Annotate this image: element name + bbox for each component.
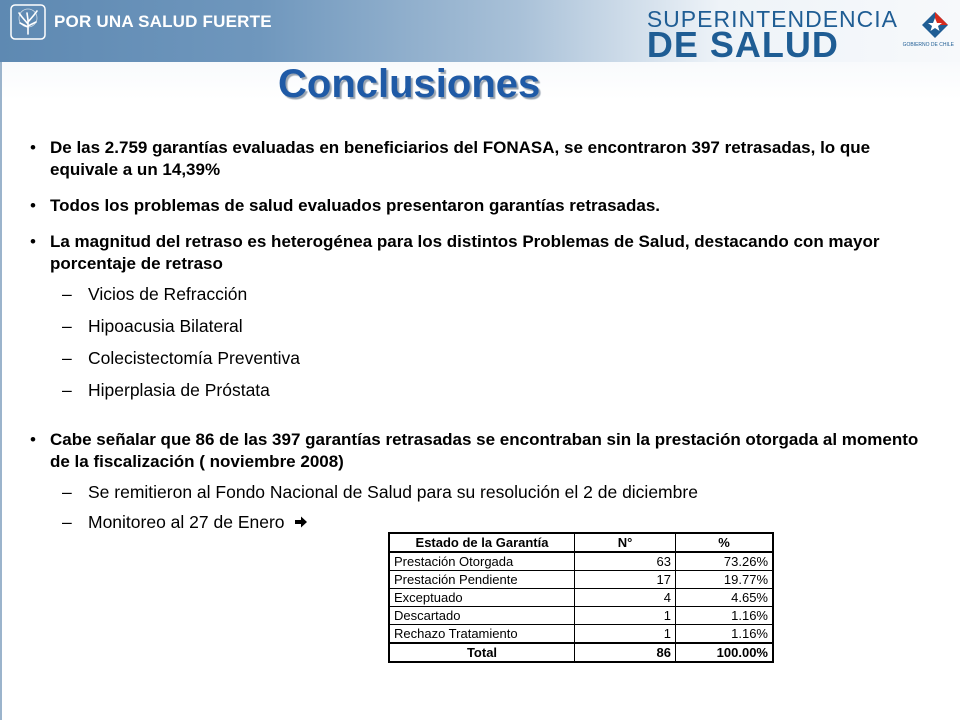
dash-symbol: – (62, 380, 72, 400)
tree-icon (10, 4, 46, 40)
dash-symbol: – (62, 482, 72, 502)
sub-item-text: Hiperplasia de Próstata (88, 380, 270, 400)
table-header-cell: N° (575, 533, 676, 552)
table-cell: 1 (575, 607, 676, 625)
sub-item (30, 347, 930, 369)
brand-right-line2: DE SALUD (646, 24, 839, 65)
bullet-symbol: • (30, 196, 36, 215)
table-cell: 4 (575, 589, 676, 607)
sub-item (30, 379, 930, 401)
table-cell: Descartado (389, 607, 575, 625)
sub-item-text: Vicios de Refracción (88, 284, 248, 304)
right-arrow-icon (294, 515, 308, 529)
content (30, 137, 930, 533)
table-cell: 17 (575, 571, 676, 589)
sub-item-text: Monitoreo al 27 de Enero (88, 512, 285, 532)
table-cell: Prestación Otorgada (389, 552, 575, 571)
table-cell: 1.16% (676, 625, 774, 644)
table-total-cell: 86 (575, 643, 676, 662)
coat-of-arms-icon (920, 10, 950, 40)
dash-symbol: – (62, 348, 72, 368)
page-title: Conclusiones (278, 62, 541, 106)
table-cell: 73.26% (676, 552, 774, 571)
table-header-row (389, 533, 773, 552)
table-total-cell: Total (389, 643, 575, 662)
sub-item (30, 511, 930, 533)
sub-item-text: Hipoacusia Bilateral (88, 316, 243, 336)
left-rule (0, 62, 2, 720)
sub-item-text: Colecistectomía Preventiva (88, 348, 301, 368)
bullet-text: La magnitud del retraso es heterogénea para los distintos Problemas de Salud, destacando con mayor porcentaje de retraso (50, 232, 880, 273)
table-total-cell: 100.00% (676, 643, 774, 662)
bullet-item (30, 429, 930, 473)
table-total-row (389, 643, 773, 662)
bullet-text: Todos los problemas de salud evaluados presentaron garantías retrasadas. (50, 196, 660, 215)
table-row (389, 607, 773, 625)
table-row (389, 625, 773, 644)
bullet-item (30, 195, 930, 217)
brand-right (646, 6, 898, 65)
table-cell: Prestación Pendiente (389, 571, 575, 589)
bullet-symbol: • (30, 138, 36, 157)
table-cell: 4.65% (676, 589, 774, 607)
table-cell: 1.16% (676, 607, 774, 625)
table-header-cell: Estado de la Garantía (389, 533, 575, 552)
bullet-item (30, 137, 930, 181)
brand-left (10, 4, 272, 40)
table-row (389, 589, 773, 607)
sub-item (30, 481, 930, 503)
dash-symbol: – (62, 512, 72, 532)
table-cell: 63 (575, 552, 676, 571)
bullet-symbol: • (30, 232, 36, 251)
table-row (389, 552, 773, 571)
table-cell: Exceptuado (389, 589, 575, 607)
bullet-symbol: • (30, 430, 36, 449)
table-header-cell: % (676, 533, 774, 552)
table-cell: Rechazo Tratamiento (389, 625, 575, 644)
coat-caption: GOBIERNO DE CHILE (902, 42, 954, 48)
sub-item (30, 283, 930, 305)
dash-symbol: – (62, 284, 72, 304)
bullet-item (30, 231, 930, 275)
dash-symbol: – (62, 316, 72, 336)
brand-left-text: POR UNA SALUD FUERTE (54, 12, 272, 31)
status-table (388, 532, 774, 663)
brand-right-line1: SUPERINTENDENCIA (646, 6, 898, 32)
table-cell: 19.77% (676, 571, 774, 589)
sub-item-text: Se remitieron al Fondo Nacional de Salud para su resolución el 2 de diciembre (88, 482, 698, 502)
sub-item (30, 315, 930, 337)
bullet-text: De las 2.759 garantías evaluadas en beneficiarios del FONASA, se encontraron 397 retrasadas, lo que equivale a un 14,39% (50, 138, 871, 179)
table-cell: 1 (575, 625, 676, 644)
bullet-text: Cabe señalar que 86 de las 397 garantías retrasadas se encontraban sin la prestación otorgada al momento de la fiscalización ( noviembre 2008) (50, 430, 919, 471)
header-band (0, 0, 960, 65)
table-row (389, 571, 773, 589)
